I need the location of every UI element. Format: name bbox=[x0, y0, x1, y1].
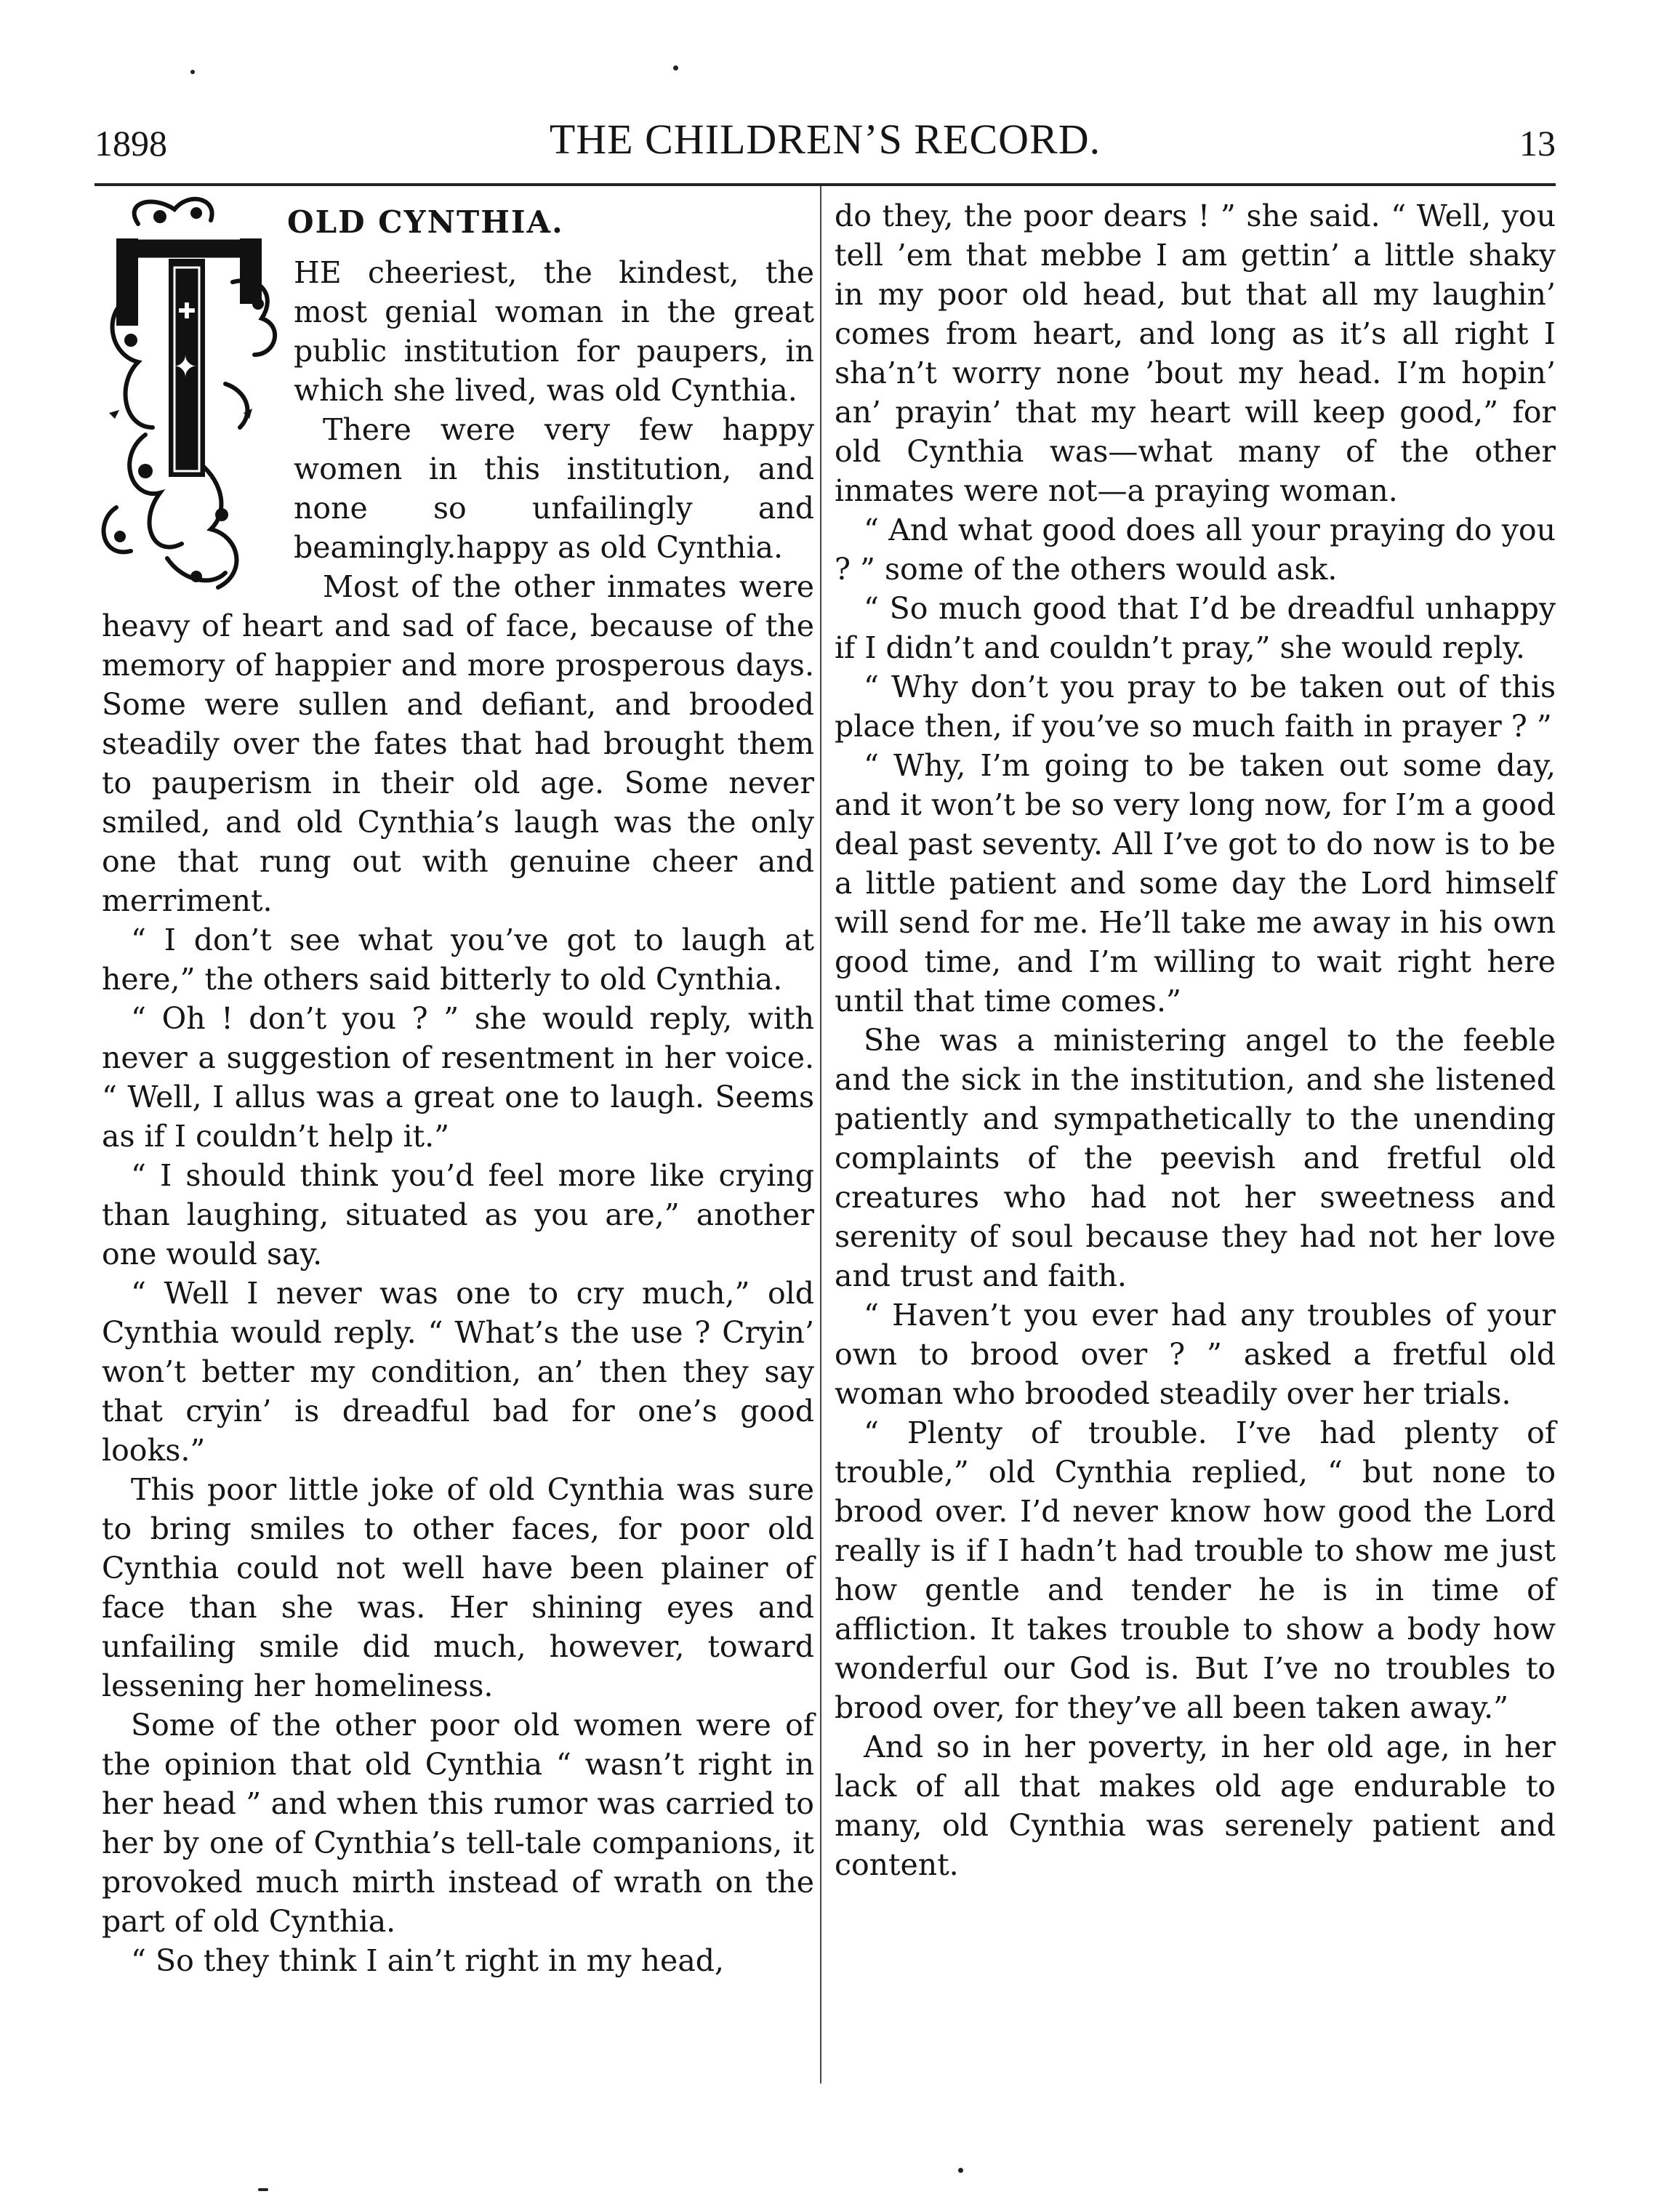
svg-text:✚: ✚ bbox=[177, 299, 196, 324]
print-speck bbox=[673, 65, 678, 71]
paragraph: “ Oh ! don’t you ? ” she would reply, with never a suggestion of resentment in her voice. “ Well, I allus was a great one to laugh. Seems as if I couldn’t help it.” bbox=[102, 1001, 814, 1154]
paragraph: “ So they think I ain’t right in my head, bbox=[131, 1943, 725, 1978]
paragraph: “ Well I never was one to cry much,” old Cynthia would reply. “ What’s the use ? Cryin’ won’t better my condition, an’ then they say that cryin’ is dreadful bad for one’s good looks.” bbox=[102, 1276, 814, 1468]
paragraph: HE cheeriest, the kindest, the most genial woman in the great public institution for paupers, in which she lived, was old Cynthia. bbox=[294, 255, 814, 408]
header-rule bbox=[95, 183, 1556, 186]
paragraph: There were very few happy women in this institution, and none so unfailingly and beamingly.happy as old Cynthia. bbox=[294, 412, 814, 565]
print-speck bbox=[258, 2188, 268, 2191]
paragraph: Most of the other inmates were heavy of heart and sad of face, because of the memory of happier and more prosperous days. Some were sullen and defiant, and brooded steadily over the fates that had brought them to pauperism in their old age. Some never smiled, and old Cynthia’s laugh was the only one that rung out with genuine cheer and merriment. bbox=[102, 569, 814, 918]
paragraph: “ Haven’t you ever had any troubles of your own to brood over ? ” asked a fretful old woman who brooded steadily over her trials. bbox=[835, 1298, 1556, 1411]
paragraph: do they, the poor dears ! ” she said. “ Well, you tell ’em that mebbe I am gettin’ a little shaky in my poor old head, but that all my laughin’ comes from heart, and long as it’s all right I sha’n’t worry none ’bout my head. I’m hopin’ an’ prayin’ that my heart will keep good,” for old Cynthia was—what many of the other inmates were not—a praying woman. bbox=[835, 198, 1556, 508]
paragraph: “ And what good does all your praying do you ? ” some of the others would ask. bbox=[835, 513, 1556, 587]
paragraph: “ I should think you’d feel more like crying than laughing, situated as you are,” another one would say. bbox=[102, 1158, 814, 1271]
print-speck bbox=[958, 2168, 963, 2173]
paragraph: And so in her poverty, in her old age, in her lack of all that makes old age endurable to many, old Cynthia was serenely patient and content. bbox=[835, 1729, 1556, 1882]
running-head bbox=[95, 115, 1556, 173]
paragraph: “ Why, I’m going to be taken out some day, and it won’t be so very long now, for I’m a good deal past seventy. All I’ve got to do now is to be a little patient and some day the Lord himself will send for me. He’ll take me away in his own good time, and I’m willing to wait right here until that time comes.” bbox=[835, 748, 1556, 1018]
page-number: 13 bbox=[1519, 123, 1556, 164]
paragraph: She was a ministering angel to the feeble and the sick in the institution, and she listened patiently and sympathetically to the unending complaints of the peevish and fretful old creatures who had not her sweetness and serenity of soul because they had not her love and trust and faith. bbox=[835, 1023, 1556, 1293]
header-title: THE CHILDREN’S RECORD. bbox=[549, 116, 1101, 163]
left-column bbox=[102, 196, 814, 2086]
paragraph: “ Plenty of trouble. I’ve had plenty of trouble,” old Cynthia replied, “ but none to brood over. I’d never know how good the Lord really is if I hadn’t had trouble to show me just how gentle and tender he is in time of affliction. It takes trouble to show a body how wonderful our God is. But I’ve no troubles to brood over, for they’ve all been taken away.” bbox=[835, 1415, 1556, 1725]
column-divider bbox=[820, 186, 821, 2084]
paragraph: “ So much good that I’d be dreadful unhappy if I didn’t and couldn’t pray,” she would reply. bbox=[835, 591, 1556, 665]
paragraph: “ I don’t see what you’ve got to laugh at here,” the others said bitterly to old Cynthia. bbox=[102, 923, 814, 997]
paragraph: Some of the other poor old women were of the opinion that old Cynthia “ wasn’t right in her head ” and when this rumor was carried to her by one of Cynthia’s tell-tale companions, it provoked much mirth instead of wrath on the part of old Cynthia. bbox=[102, 1708, 814, 1939]
paragraph: This poor little joke of old Cynthia was sure to bring smiles to other faces, for poor old Cynthia could not well have been plainer of face than she was. Her shining eyes and unfailing smile did much, however, toward lessening her homeliness. bbox=[102, 1472, 814, 1703]
header-year: 1898 bbox=[95, 123, 167, 164]
article-title: OLD CYNTHIA. bbox=[287, 204, 564, 240]
right-column bbox=[835, 196, 1556, 2086]
print-speck bbox=[190, 70, 195, 74]
ornamental-drop-cap-icon bbox=[87, 195, 284, 602]
paragraph: “ Why don’t you pray to be taken out of this place then, if you’ve so much faith in prayer ? ” bbox=[835, 670, 1556, 744]
svg-text:✦: ✦ bbox=[173, 350, 198, 384]
